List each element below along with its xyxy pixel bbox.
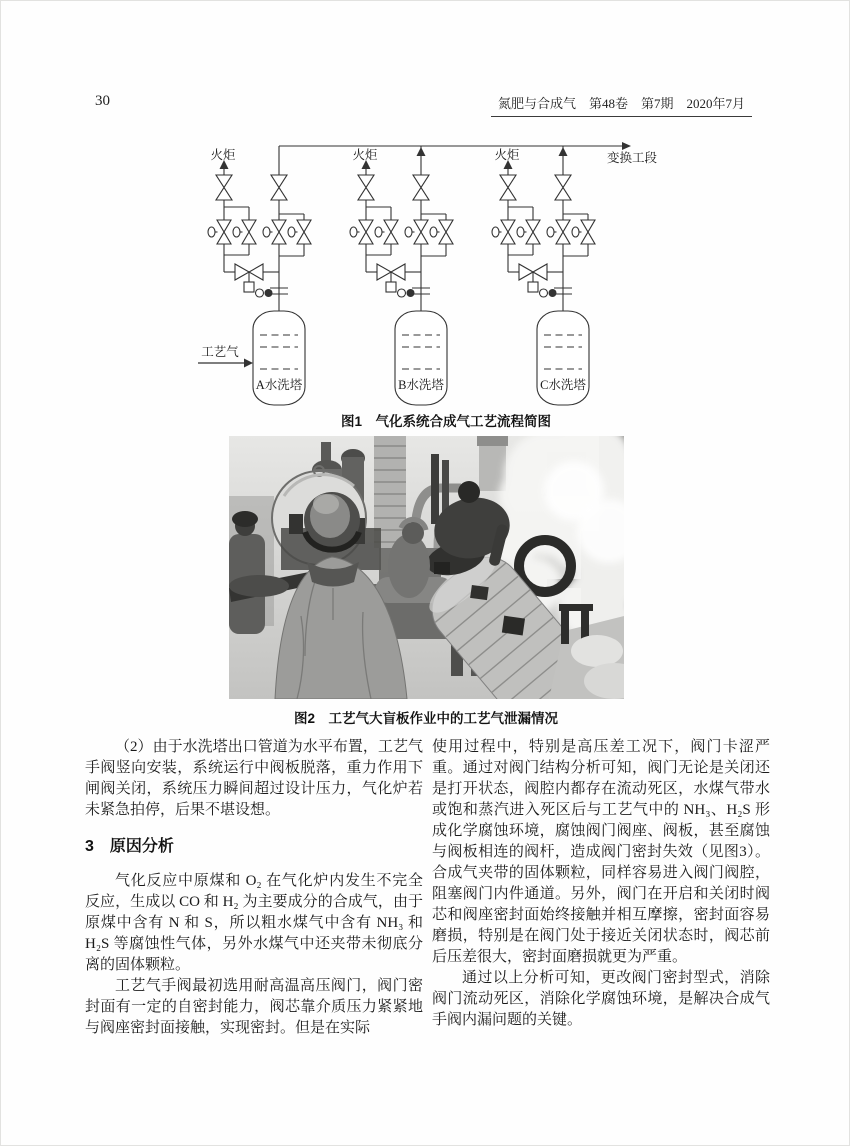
tower-b-label: B水洗塔 [398, 378, 444, 392]
tower-a-label: A水洗塔 [255, 378, 303, 392]
left-column [85, 737, 423, 1039]
tower-c-label: C水洗塔 [540, 378, 586, 392]
section-heading-3: 3 原因分析 [85, 838, 174, 855]
page-number: 30 [95, 93, 110, 109]
paragraph: （2）由于水洗塔出口管道为水平布置，工艺气手阀竖向安装，系统运行中阀板脱落，重力作用下闸阀关闭，系统压力瞬间超过设计压力，气化炉若未紧急拍停，后果不堪设想。 [85, 739, 423, 818]
pid-diagram-svg [176, 136, 676, 411]
process-gas-label: 工艺气 [201, 345, 239, 359]
pid-unit-a [208, 146, 311, 405]
paragraph: 使用过程中，特别是高压差工况下，阀门卡涩严重。通过对阀门结构分析可知，阀门无论是关闭还是打开状态，阀腔内都存在流动死区，水煤气带水或饱和蒸汽进入死区后与工艺气中的 NH₃、H₂S 形成化学腐蚀环境，腐蚀阀门阀座、阀板，甚至腐蚀与阀板相连的阀杆，造成阀门密封失效（见图3）。合成气夹带的固体颗粒，同样容易进入阀门阀腔，阻塞阀门内件通道。另外，阀门在开启和关闭时阀芯和阀座密封面始终接触并相互摩擦，密封面容易磨损，特别是在阀门处于接近关闭状态时，阀芯前后压差很大，密封面磨损就更为严重。 [432, 739, 770, 965]
figure1-process-diagram [176, 136, 676, 411]
pid-unit-c [492, 146, 595, 405]
flare-label-a: 火炬 [210, 148, 236, 162]
up-arrow-icon [559, 147, 568, 156]
right-column [432, 737, 770, 1031]
figure2-caption: 图2 工艺气大盲板作业中的工艺气泄漏情况 [293, 711, 558, 726]
inlet-arrow-icon [244, 359, 253, 368]
flare-label-c: 火炬 [494, 148, 520, 162]
up-arrow-icon [417, 147, 426, 156]
paragraph: 工艺气手阀最初选用耐高温高压阀门，阀门密封面有一定的自密封能力，阀芯靠介质压力紧紧地与阀座密封面接触，实现密封。但是在实际 [85, 978, 423, 1036]
figure1-caption: 图1 气化系统合成气工艺流程简图 [340, 414, 551, 429]
shift-section-label: 变换工段 [606, 151, 658, 165]
paragraph: 气化反应中原煤和 O₂ 在气化炉内发生不完全反应，生成以 CO 和 H₂ 为主要成分的合成气，由于原煤中含有 N 和 S，所以粗水煤气中含有 NH₃ 和 H₂S 等腐蚀性气体，另外水煤气中还夹带未彻底分离的固体颗粒。 [85, 873, 423, 973]
shift-arrow-icon [622, 142, 631, 150]
pid-unit-b [350, 146, 453, 405]
photo-scene-svg [229, 436, 624, 699]
paragraph: 通过以上分析可知，更改阀门密封型式，消除阀门流动死区，消除化学腐蚀环境，是解决合成气手阀内漏问题的关键。 [432, 970, 770, 1028]
figure2-photo [229, 436, 624, 699]
flare-label-b: 火炬 [352, 148, 378, 162]
journal-header: 氮肥与合成气 第48卷 第7期 2020年7月 [491, 93, 752, 117]
